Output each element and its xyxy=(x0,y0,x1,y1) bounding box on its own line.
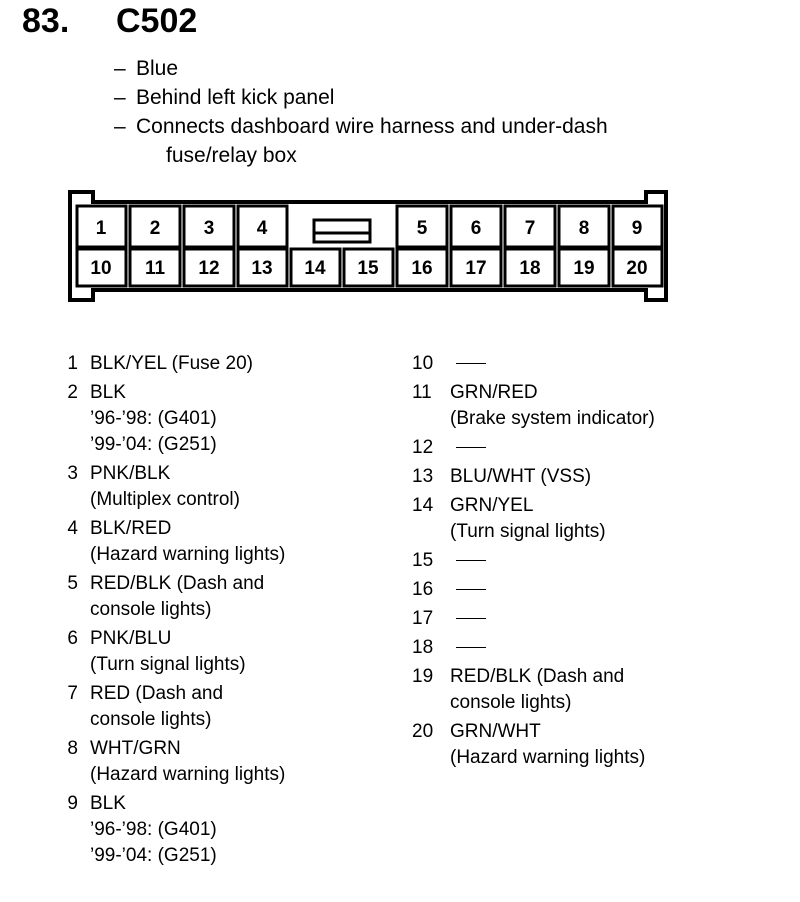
unused-pin-dash xyxy=(456,589,486,590)
note-dash: – xyxy=(114,57,126,80)
pin-entry xyxy=(412,351,655,377)
pin-entry xyxy=(64,736,285,788)
pin-number: 9 xyxy=(67,793,78,814)
pin-label: 10 xyxy=(90,258,112,279)
pin-description-line: (Turn signal lights) xyxy=(90,654,246,675)
pin-description-line: BLK xyxy=(90,382,126,403)
pin-description-line: GRN/RED xyxy=(450,382,538,403)
pin-entry xyxy=(412,464,655,490)
pin-list-right xyxy=(412,351,655,774)
note-dash: – xyxy=(114,86,126,109)
unused-pin-dash xyxy=(456,560,486,561)
note-text: Connects dashboard wire harness and under-dash xyxy=(136,115,608,138)
pin-entry xyxy=(412,606,655,632)
pin-number: 8 xyxy=(67,738,78,759)
pin-number: 15 xyxy=(412,550,434,571)
pin-label: 3 xyxy=(203,218,215,239)
item-number: 83. xyxy=(22,2,70,40)
unused-pin-dash xyxy=(456,618,486,619)
pin-description-line: BLU/WHT (VSS) xyxy=(450,466,592,487)
pin-description-line: GRN/YEL xyxy=(450,495,534,516)
pin-number: 19 xyxy=(412,666,434,687)
pin-label: 9 xyxy=(631,218,643,239)
unused-pin-dash xyxy=(456,363,486,364)
pin-entry xyxy=(412,635,655,661)
pin-entry xyxy=(64,351,285,377)
pin-description-line: ’99-’04: (G251) xyxy=(90,434,217,455)
pin-description-line: BLK/RED xyxy=(90,518,172,539)
pin-number: 6 xyxy=(67,628,78,649)
pin-number: 18 xyxy=(412,637,434,658)
pin-label: 2 xyxy=(149,218,161,239)
pin-number: 1 xyxy=(67,353,78,374)
pin-entry xyxy=(412,664,655,716)
pin-label: 4 xyxy=(256,218,268,239)
pin-entry xyxy=(64,626,285,678)
pin-label: 8 xyxy=(578,218,590,239)
pin-label: 12 xyxy=(198,258,220,279)
pin-label: 19 xyxy=(573,258,595,279)
pin-label: 1 xyxy=(95,218,107,239)
pin-number: 11 xyxy=(412,382,432,403)
pin-number: 12 xyxy=(412,437,434,458)
pin-number: 14 xyxy=(412,495,434,516)
pin-description-line: ’99-’04: (G251) xyxy=(90,845,217,866)
pin-description-line: console lights) xyxy=(90,709,212,730)
pin-description-line: RED (Dash and xyxy=(90,683,224,704)
pin-description-line: (Hazard warning lights) xyxy=(90,764,286,785)
pin-label: 13 xyxy=(251,258,273,279)
pin-label: 5 xyxy=(416,218,428,239)
pin-number: 10 xyxy=(412,353,434,374)
pin-entry xyxy=(412,435,655,461)
pin-label: 18 xyxy=(519,258,541,279)
pin-description-line: (Hazard warning lights) xyxy=(450,747,646,768)
pin-entry xyxy=(64,791,285,869)
pin-description-line: RED/BLK (Dash and xyxy=(450,666,625,687)
note-dash: – xyxy=(114,115,126,138)
pin-number: 2 xyxy=(67,382,78,403)
pin-description-line: console lights) xyxy=(90,599,212,620)
pin-description-line: console lights) xyxy=(450,692,572,713)
pin-description-line: BLK/YEL (Fuse 20) xyxy=(90,353,253,374)
connector-code: C502 xyxy=(116,2,198,40)
pin-description-line: RED/BLK (Dash and xyxy=(90,573,265,594)
pin-label: 6 xyxy=(470,218,482,239)
pin-entry xyxy=(412,548,655,574)
pin-number: 4 xyxy=(67,518,78,539)
pin-description-line: ’96-’98: (G401) xyxy=(90,819,217,840)
unused-pin-dash xyxy=(456,647,486,648)
pin-entry xyxy=(64,571,285,623)
pin-entry xyxy=(412,577,655,603)
pin-description-line: PNK/BLU xyxy=(90,628,172,649)
pin-label: 17 xyxy=(465,258,487,279)
pin-list-left xyxy=(64,351,285,872)
pin-entry xyxy=(412,719,655,771)
pin-description-line: (Brake system indicator) xyxy=(450,408,655,429)
pin-number: 20 xyxy=(412,721,434,742)
pin-entry xyxy=(412,380,655,432)
pin-description-line: GRN/WHT xyxy=(450,721,541,742)
unused-pin-dash xyxy=(456,447,486,448)
note-text: Behind left kick panel xyxy=(136,86,335,109)
pin-description-line: (Hazard warning lights) xyxy=(90,544,286,565)
pin-label: 11 xyxy=(144,258,166,279)
pin-description-line: WHT/GRN xyxy=(90,738,181,759)
pin-description-line: (Turn signal lights) xyxy=(450,521,606,542)
pin-entry xyxy=(64,380,285,458)
pin-label: 16 xyxy=(411,258,433,279)
locking-tab xyxy=(314,220,370,242)
pin-description-line: (Multiplex control) xyxy=(90,489,240,510)
pin-number: 13 xyxy=(412,466,434,487)
top-row-left-cells xyxy=(77,206,287,247)
pin-number: 7 xyxy=(67,683,78,704)
pin-entry xyxy=(64,461,285,513)
pin-description-line: BLK xyxy=(90,793,126,814)
pin-number: 3 xyxy=(67,463,78,484)
pin-number: 16 xyxy=(412,579,434,600)
pin-description-line: ’96-’98: (G401) xyxy=(90,408,217,429)
pin-entry xyxy=(64,516,285,568)
pin-label: 20 xyxy=(626,258,648,279)
pin-entry xyxy=(64,681,285,733)
pin-number: 5 xyxy=(67,573,78,594)
pin-number: 17 xyxy=(412,608,434,629)
pin-label: 15 xyxy=(357,258,379,279)
connector-diagram xyxy=(0,0,800,330)
pin-label: 14 xyxy=(304,258,326,279)
note-text: Blue xyxy=(136,57,179,80)
note-text-continued: fuse/relay box xyxy=(166,144,297,167)
pin-label: 7 xyxy=(524,218,536,239)
pin-description-line: PNK/BLK xyxy=(90,463,171,484)
pin-entry xyxy=(412,493,655,545)
